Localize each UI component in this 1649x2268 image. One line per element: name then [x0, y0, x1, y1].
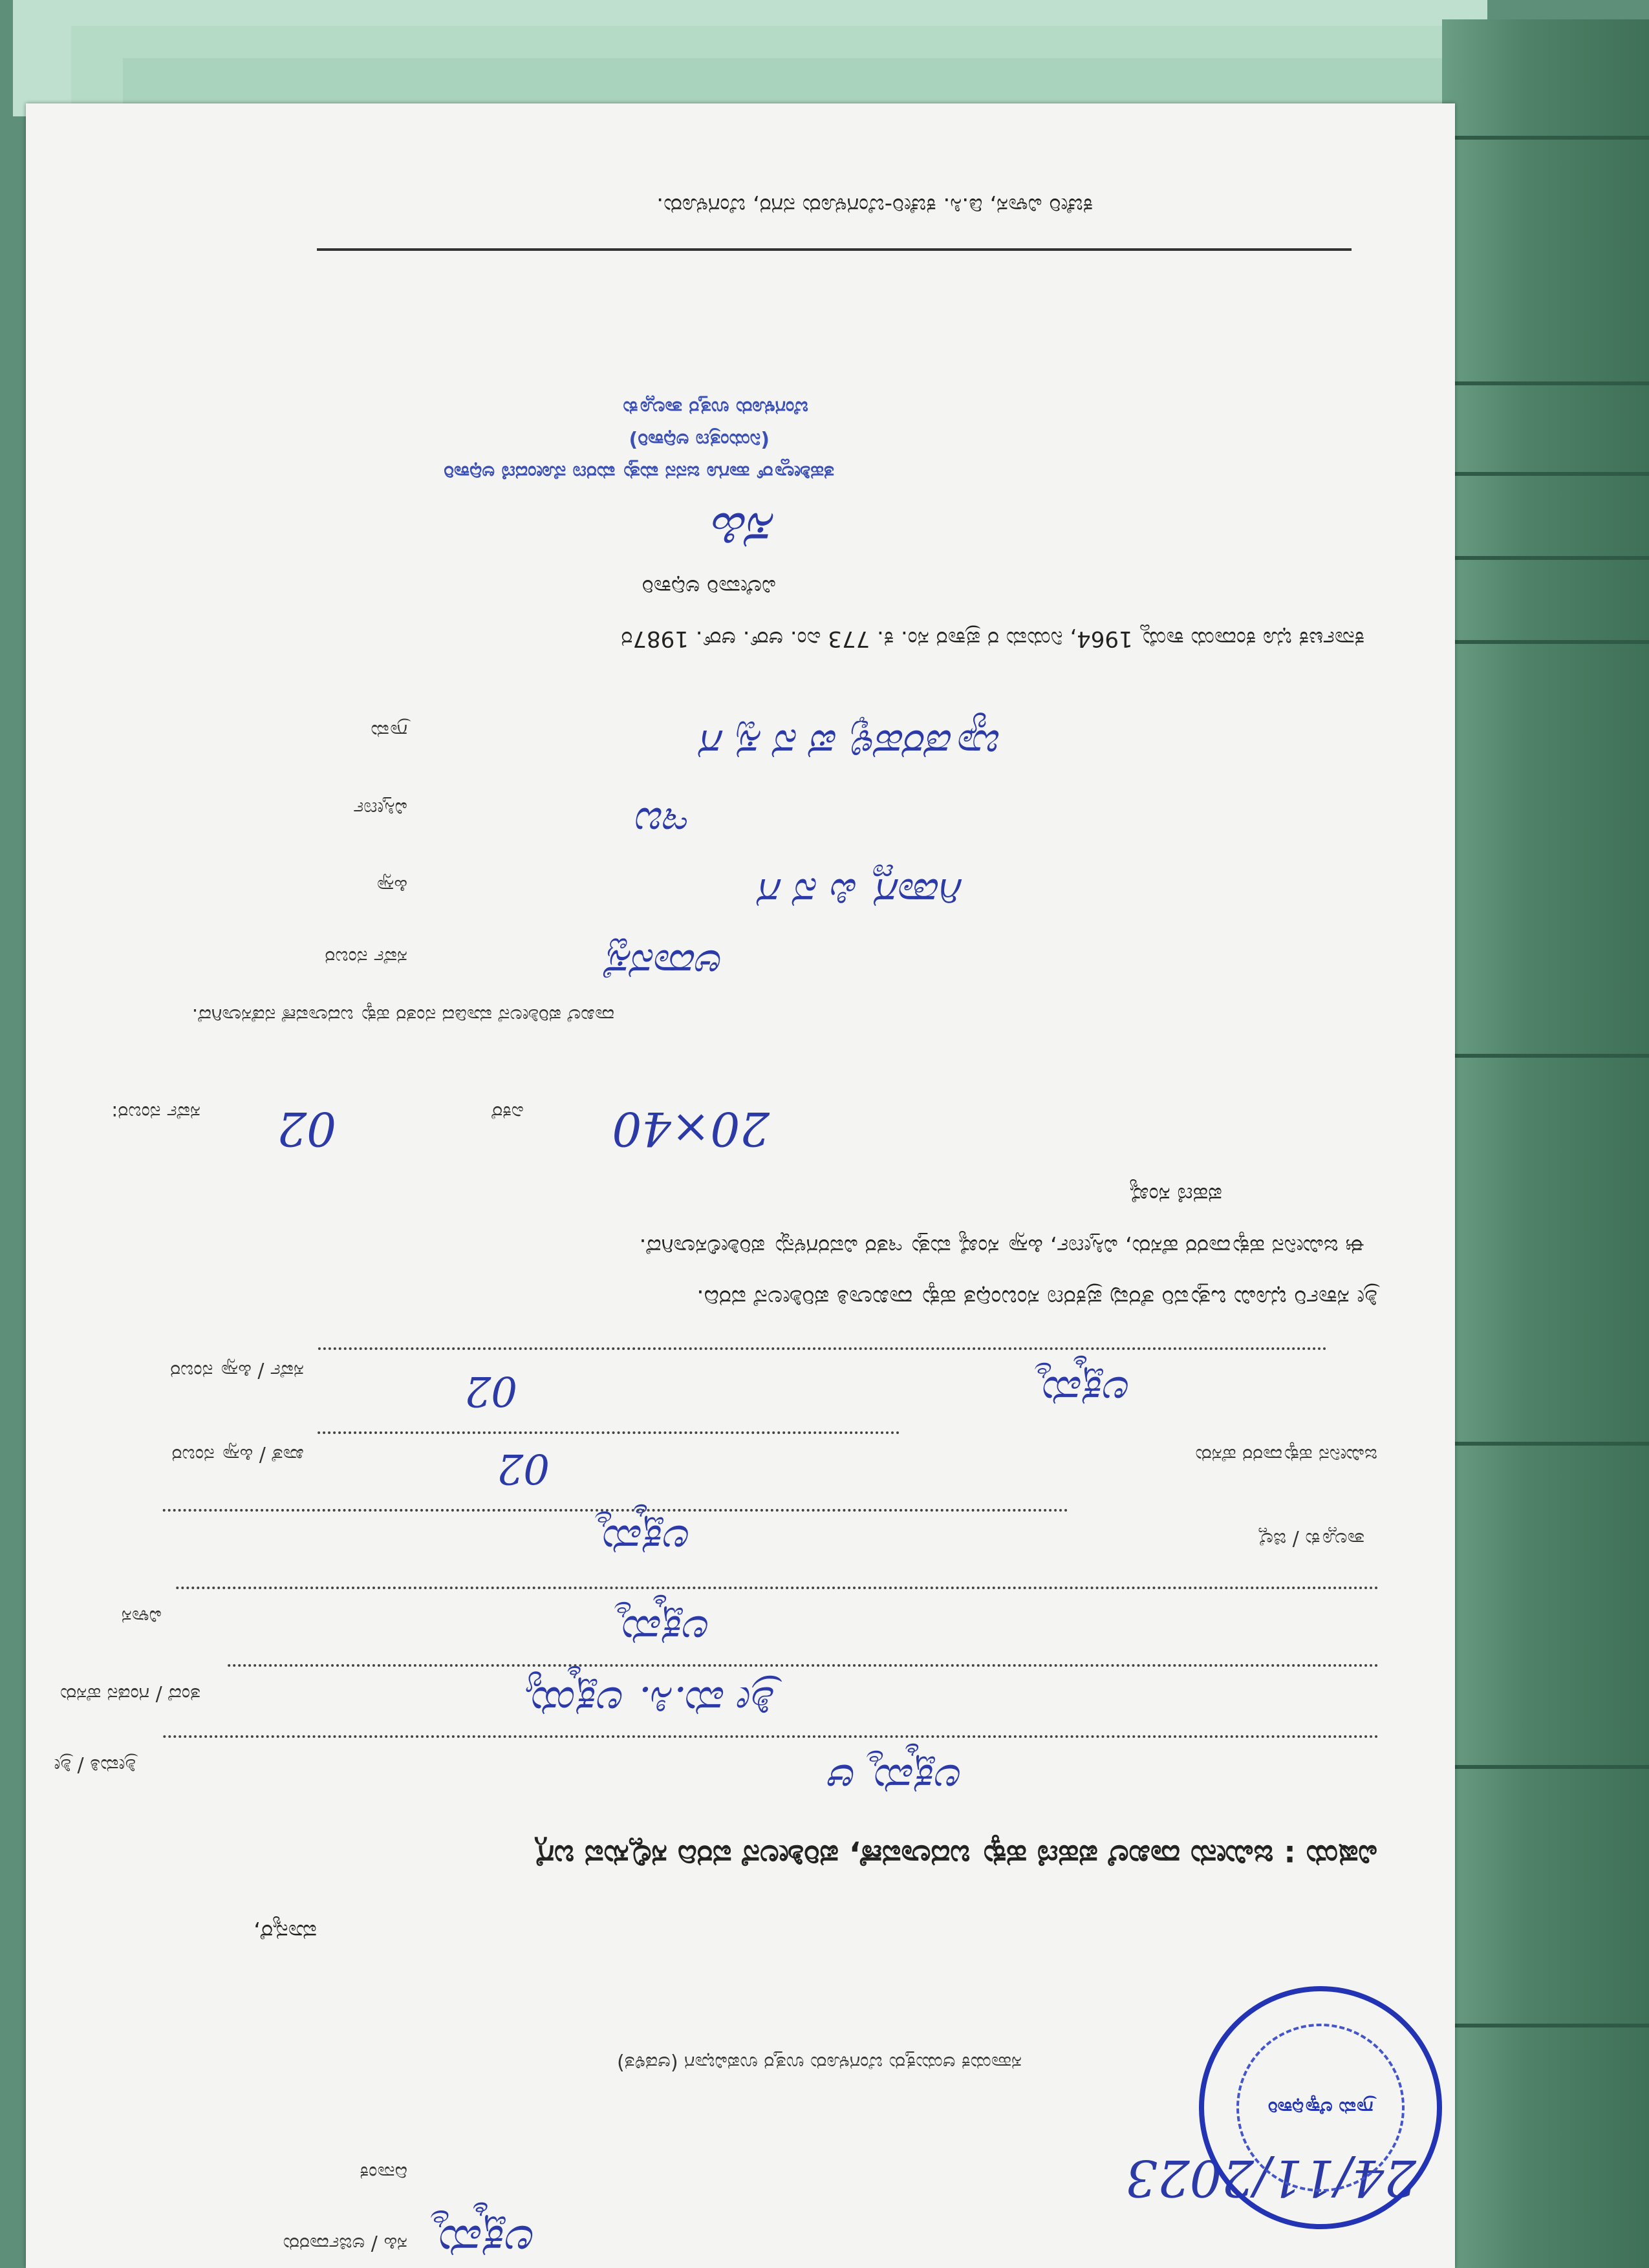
date-value: 24/11/2023 [1125, 2148, 1416, 2207]
officer-signature: ಸಹಿ [713, 501, 776, 561]
seal-text: ಗ್ರಾಮ ಲೆಕ್ಕಾಧಿಕಾರಿ [1236, 2024, 1405, 2192]
owner-name-1: ಲಕ್ಷ್ಮಮ್ಮ [599, 1515, 692, 1563]
record-owner-label: ಜಮೀನಿನ ಹಕ್ಕುದಾರರ ಹೆಸರು [1195, 1444, 1377, 1466]
reference-line: ಸಹಾಯಕ ಆಯುಕ್ತರು ಬೆಂಗಳೂರು ಉತ್ತರ ಉಪವಿಭಾಗ (ಆಡಳಿತ) [617, 2051, 1022, 2074]
body-line-1: ಪಹಣಿ ಸಂಖ್ಯೆ [1128, 1182, 1222, 1208]
stamp-line-2: ಬೆಂಗಳೂರು ಉತ್ತರ ತಾಲ್ಲೂಕು [623, 396, 808, 419]
hissa-value: ಗಿಡಾಗ್ಣ ಪಿ ನ ಗ [760, 869, 964, 917]
official-seal [1199, 1986, 1442, 2229]
khata-label: ಖಾತೆ / ಹಿಸ್ಸಾ ನಂಬರ [171, 1444, 304, 1466]
survey-value: 02 [277, 1102, 336, 1156]
survey-hissa-value: 02 [464, 1367, 517, 1415]
sy-no-value: ಅದಾನಸ್ಟೆ [606, 940, 724, 988]
sy-no-label: ಸರ್ವೆ ನಂಬರ [325, 946, 407, 968]
footer-label: ವಿಲೇವಾರಿ ಅಧಿಕಾರಿ [641, 574, 776, 600]
header-rule [317, 248, 1352, 251]
act-line: ಕರ್ನಾಟಕ ಭೂ ಕಂದಾಯ ಕಾಯ್ದೆ 1964, ನಿಯಮ ರ ಪ್ರಕಾರ ಸಂ. ಕ. 773 ಎಂ. ಆರ್. ಆರ್. 1987ರ [621, 626, 1364, 652]
survey-owner-name: ಲಕ್ಷ್ಮಮ್ಮ [1039, 1367, 1132, 1415]
document-page: ಸಹಿ / ಅರ್ಜಿದಾರರು ಲಕ್ಷ್ಮಮ್ಮ ದಿನಾಂಕ 24/11/2023 ಸಹಾಯಕ ಆಯುಕ್ತರು ಬೆಂಗಳೂರು ಉತ್ತರ ಉಪವಿಭಾಗ (ಆಡಳಿತ) ಗ್ರಾಮ ಲೆಕ್ಕಾಧಿಕಾರಿ ಮಾನ್ಯರೆ, ವಿಷಯ : ಜಮೀನು ದಾಖಲೆ ಪಹಣಿ ಹಕ್ಕು ಬದಲಾವಣೆ, ಪರಿಶೀಲನೆ ವರದಿ ಸಲ್ಲಿಸುವ ಬಗ್ಗೆ ಶ್ರೀಮತಿ / ಶ್ರೀ ಲಕ್ಷ್ಮಮ್ಮ ಆ ತಂದೆ / ಗಂಡನ ಹೆಸರು ಶ್ರೀ ಮ.ಸಿ. ಲಕ್ಷ್ಮಯ್ಯ ವಿಳಾಸ ಲಕ್ಷ್ಮಮ್ಮ ತಾಲ್ಲೂಕು / ಜಿಲ್ಲೆ ಲಕ್ಷ್ಮಮ್ಮ ಜಮೀನಿನ ಹಕ್ಕುದಾರರ ಹೆಸರು ಖಾತೆ / ಹಿಸ್ಸಾ ನಂಬರ 02 ಸರ್ವೆ / ಹಿಸ್ಸಾ ನಂಬರ 02 ಲಕ್ಷ್ಮಮ್ಮ ಶ್ರೀ ಸರ್ಕಾರಿ ಭೂಮಿ ಒತ್ತುವರಿ ತೆರವು ಪ್ರಕರಣ ಸಂಬಂಧಿತ ಹಕ್ಕು ದಾಖಲಾತಿ ಪರಿಶೀಲನೆ ವರದಿ. ಈ ಜಮೀನಿನ ಹಕ್ಕುದಾರರ ಹೆಸರು, ವಿಸ್ತೀರ್ಣ, ಹಿಸ್ಸಾ ಸಂಖ್ಯೆ ಮತ್ತು ಇತರ ವಿವರಗಳನ್ನು ಪರಿಶೀಲಿಸಲಾಗಿದೆ. ಪಹಣಿ ಸಂಖ್ಯೆ ಸರ್ವೆ ನಂಬರ: 02 ಎಕರೆ 20×40 ದಾಖಲೆ ಪರಿಶೀಲನೆ ಮಾಡಿದ ನಂತರ ಹಕ್ಕು ಬದಲಾವಣೆ ನಡೆಸಲಾಗಿದೆ. ಸರ್ವೆ ನಂಬರ ಅದಾನಸ್ಟೆ ಹಿಸ್ಸಾ ಗಿಡಾಗ್ಣ ಪಿ ನ ಗ ವಿಸ್ತೀರ್ಣ ಇಬ ಗ್ರಾಮ ಬ್ಯಾಡರಹಳ್ಳಿ ಪ ನ ಸ್ಪ ಗ ಕರ್ನಾಟಕ ಭೂ ಕಂದಾಯ ಕಾಯ್ದೆ 1964, ನಿಯಮ ರ ಪ್ರಕಾರ ಸಂ. ಕ. 773 ಎಂ. ಆರ್. ಆರ್. 1987ರ ವಿಲೇವಾರಿ ಅಧಿಕಾರಿ ಸಹಿ ತಹಶೀಲ್ದಾರ್ ಹಾಗೂ ಜನನ ಮತ್ತು ಮರಣ ನೋಂದಣಿ ಅಧಿಕಾರಿ (ನಿಯಂತ್ರಣ ಅಧಿಕಾರಿ) ಬೆಂಗಳೂರು ಉತ್ತರ ತಾಲ್ಲೂಕು ಕಚೇರಿ ವಿಳಾಸ, ಡಿ.ಸಿ. ಕಚೇರಿ-ಬೆಂಗಳೂರು ನಗರ, ಬೆಂಗಳೂರು. [26, 103, 1455, 2268]
village-value: ಬ್ಯಾಡರಹಳ್ಳಿ ಪ ನ ಸ್ಪ ಗ [702, 720, 1002, 768]
body-line-2: ಈ ಜಮೀನಿನ ಹಕ್ಕುದಾರರ ಹೆಸರು, ವಿಸ್ತೀರ್ಣ, ಹಿಸ್ಸಾ ಸಂಖ್ಯೆ ಮತ್ತು ಇತರ ವಿವರಗಳನ್ನು ಪರಿಶೀಲಿಸಲಾಗಿದೆ. [639, 1234, 1364, 1259]
side-folder [1442, 19, 1649, 2268]
subject-line: ವಿಷಯ : ಜಮೀನು ದಾಖಲೆ ಪಹಣಿ ಹಕ್ಕು ಬದಲಾವಣೆ, ಪರಿಶೀಲನೆ ವರದಿ ಸಲ್ಲಿಸುವ ಬಗ್ಗೆ [535, 1839, 1377, 1874]
org-line: ಕಚೇರಿ ವಿಳಾಸ, ಡಿ.ಸಿ. ಕಚೇರಿ-ಬೆಂಗಳೂರು ನಗರ, ಬೆಂಗಳೂರು. [656, 193, 1093, 219]
applicant-signature: ಲಕ್ಷ್ಮಮ್ಮ [435, 2215, 537, 2268]
owner-name-3: ಶ್ರೀ ಮ.ಸಿ. ಲಕ್ಷ್ಮಯ್ಯ [527, 1677, 776, 1725]
acre-label: ಎಕರೆ [491, 1101, 524, 1124]
hissa-label: ಹಿಸ್ಸಾ [374, 875, 407, 897]
extent-label: ವಿಸ್ತೀರ್ಣ [353, 797, 407, 820]
stamp-line-3: (ನಿಯಂತ್ರಣ ಅಧಿಕಾರಿ) [629, 429, 770, 451]
survey-hissa-label: ಸರ್ವೆ / ಹಿಸ್ಸಾ ನಂಬರ [170, 1360, 304, 1382]
sign-label: ಸಹಿ / ಅರ್ಜಿದಾರರು [283, 2232, 407, 2255]
body-line-3: ಶ್ರೀ ಸರ್ಕಾರಿ ಭೂಮಿ ಒತ್ತುವರಿ ತೆರವು ಪ್ರಕರಣ ಸಂಬಂಧಿತ ಹಕ್ಕು ದಾಖಲಾತಿ ಪರಿಶೀಲನೆ ವರದಿ. [696, 1285, 1377, 1311]
khata-value: 02 [497, 1444, 550, 1492]
survey-label: ಸರ್ವೆ ನಂಬರ: [111, 1101, 200, 1124]
case-title: ದಾಖಲೆ ಪರಿಶೀಲನೆ ಮಾಡಿದ ನಂತರ ಹಕ್ಕು ಬದಲಾವಣೆ ನಡೆಸಲಾಗಿದೆ. [191, 1004, 614, 1027]
date-label: ದಿನಾಂಕ [360, 2161, 407, 2184]
extent-value: ಇಬ [637, 798, 692, 846]
owner-name-2: ಲಕ್ಷ್ಮಮ್ಮ [618, 1606, 711, 1654]
salutation: ಮಾನ್ಯರೆ, [253, 1919, 317, 1945]
owner-name-4: ಲಕ್ಷ್ಮಮ್ಮ ಆ [830, 1755, 964, 1803]
stamp-line-1: ತಹಶೀಲ್ದಾರ್ ಹಾಗೂ ಜನನ ಮತ್ತು ಮರಣ ನೋಂದಣಿ ಅಧಿಕಾರಿ [444, 461, 834, 484]
village-label: ಗ್ರಾಮ [371, 720, 407, 742]
acre-value: 20×40 [612, 1102, 770, 1156]
